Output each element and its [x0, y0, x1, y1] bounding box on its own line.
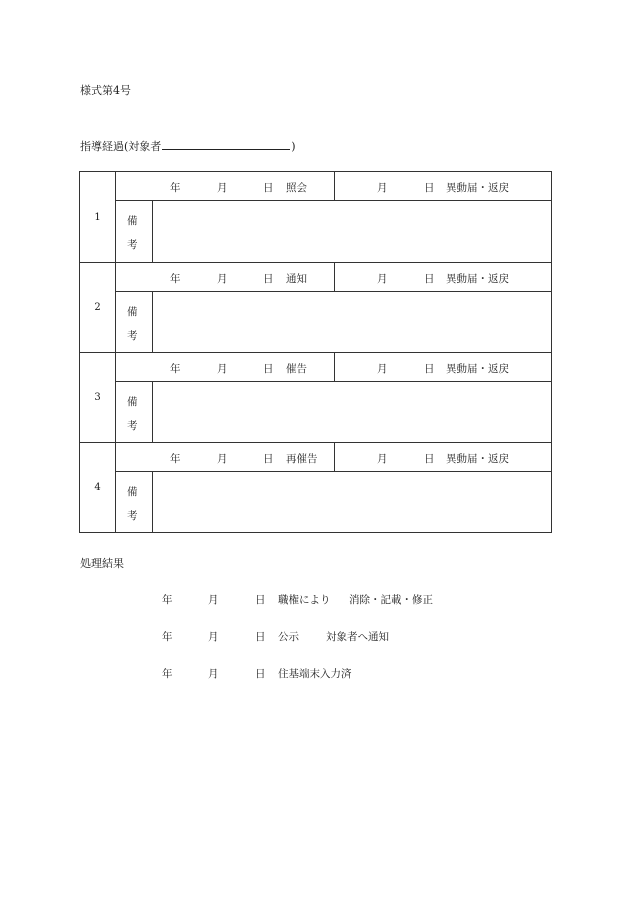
remarks-char-2: 考 — [127, 239, 138, 251]
remarks-char-2: 考 — [127, 330, 138, 342]
day2-label: 日 — [424, 363, 435, 375]
status-label: 異動届・返戻 — [446, 273, 509, 285]
result-text-2: 対象者へ通知 — [326, 631, 389, 643]
status-label: 異動届・返戻 — [446, 363, 509, 375]
day-label: 日 — [263, 273, 274, 285]
year-label: 年 — [170, 453, 181, 465]
year-label: 年 — [162, 631, 173, 643]
record-number: 1 — [80, 172, 116, 262]
remarks-label — [116, 382, 153, 442]
guidance-records-table — [79, 171, 552, 533]
month-label: 月 — [217, 453, 228, 465]
remarks-char-2: 考 — [127, 420, 138, 432]
day-label: 日 — [255, 668, 266, 680]
remarks-label — [116, 472, 153, 532]
result-text-1: 公示 — [278, 631, 299, 643]
record-number: 4 — [80, 443, 116, 532]
column-divider — [334, 172, 335, 200]
action-label: 照会 — [286, 182, 307, 194]
status-label: 異動届・返戻 — [446, 182, 509, 194]
month2-label: 月 — [377, 273, 388, 285]
result-text-1: 職権により — [278, 594, 331, 606]
month-label: 月 — [217, 273, 228, 285]
record-number: 3 — [80, 353, 116, 442]
year-label: 年 — [170, 363, 181, 375]
month-label: 月 — [217, 182, 228, 194]
year-label: 年 — [170, 182, 181, 194]
status-label: 異動届・返戻 — [446, 453, 509, 465]
remarks-label — [116, 201, 153, 262]
remarks-field[interactable] — [153, 382, 551, 442]
month-label: 月 — [208, 631, 219, 643]
result-title: 処理結果 — [80, 557, 124, 570]
subject-name-blank[interactable] — [162, 139, 290, 150]
month-label: 月 — [217, 363, 228, 375]
year-label: 年 — [170, 273, 181, 285]
record-date-row — [116, 172, 551, 201]
record-row-2 — [80, 262, 551, 352]
year-label: 年 — [162, 594, 173, 606]
month2-label: 月 — [377, 363, 388, 375]
guidance-title-suffix: ) — [291, 140, 296, 153]
column-divider — [334, 263, 335, 291]
guidance-title — [80, 138, 296, 154]
record-number: 2 — [80, 263, 116, 352]
record-row-4 — [80, 442, 551, 532]
action-label: 催告 — [286, 363, 307, 375]
day2-label: 日 — [424, 273, 435, 285]
month2-label: 月 — [377, 453, 388, 465]
month2-label: 月 — [377, 182, 388, 194]
record-date-row — [116, 443, 551, 472]
result-text-1: 住基端末入力済 — [278, 668, 352, 680]
record-row-1 — [80, 172, 551, 262]
remarks-char-1: 備 — [127, 486, 138, 498]
day-label: 日 — [255, 631, 266, 643]
record-row-3 — [80, 352, 551, 442]
day-label: 日 — [255, 594, 266, 606]
result-text-2: 消除・記載・修正 — [349, 594, 433, 606]
column-divider — [334, 443, 335, 471]
remarks-char-1: 備 — [127, 215, 138, 227]
remarks-label — [116, 292, 153, 352]
result-line-2 — [162, 629, 482, 643]
remarks-char-1: 備 — [127, 396, 138, 408]
form-number: 様式第4号 — [80, 84, 131, 97]
remarks-field[interactable] — [153, 201, 551, 262]
record-date-row — [116, 353, 551, 382]
remarks-char-2: 考 — [127, 510, 138, 522]
remarks-char-1: 備 — [127, 306, 138, 318]
guidance-title-prefix: 指導経過(対象者 — [80, 140, 162, 153]
remarks-field[interactable] — [153, 472, 551, 532]
action-label: 通知 — [286, 273, 307, 285]
year-label: 年 — [162, 668, 173, 680]
day2-label: 日 — [424, 453, 435, 465]
action-label: 再催告 — [286, 453, 318, 465]
record-date-row — [116, 263, 551, 292]
day-label: 日 — [263, 363, 274, 375]
day2-label: 日 — [424, 182, 435, 194]
month-label: 月 — [208, 594, 219, 606]
day-label: 日 — [263, 182, 274, 194]
day-label: 日 — [263, 453, 274, 465]
column-divider — [334, 353, 335, 381]
month-label: 月 — [208, 668, 219, 680]
result-line-3 — [162, 666, 482, 680]
remarks-field[interactable] — [153, 292, 551, 352]
result-line-1 — [162, 592, 482, 606]
